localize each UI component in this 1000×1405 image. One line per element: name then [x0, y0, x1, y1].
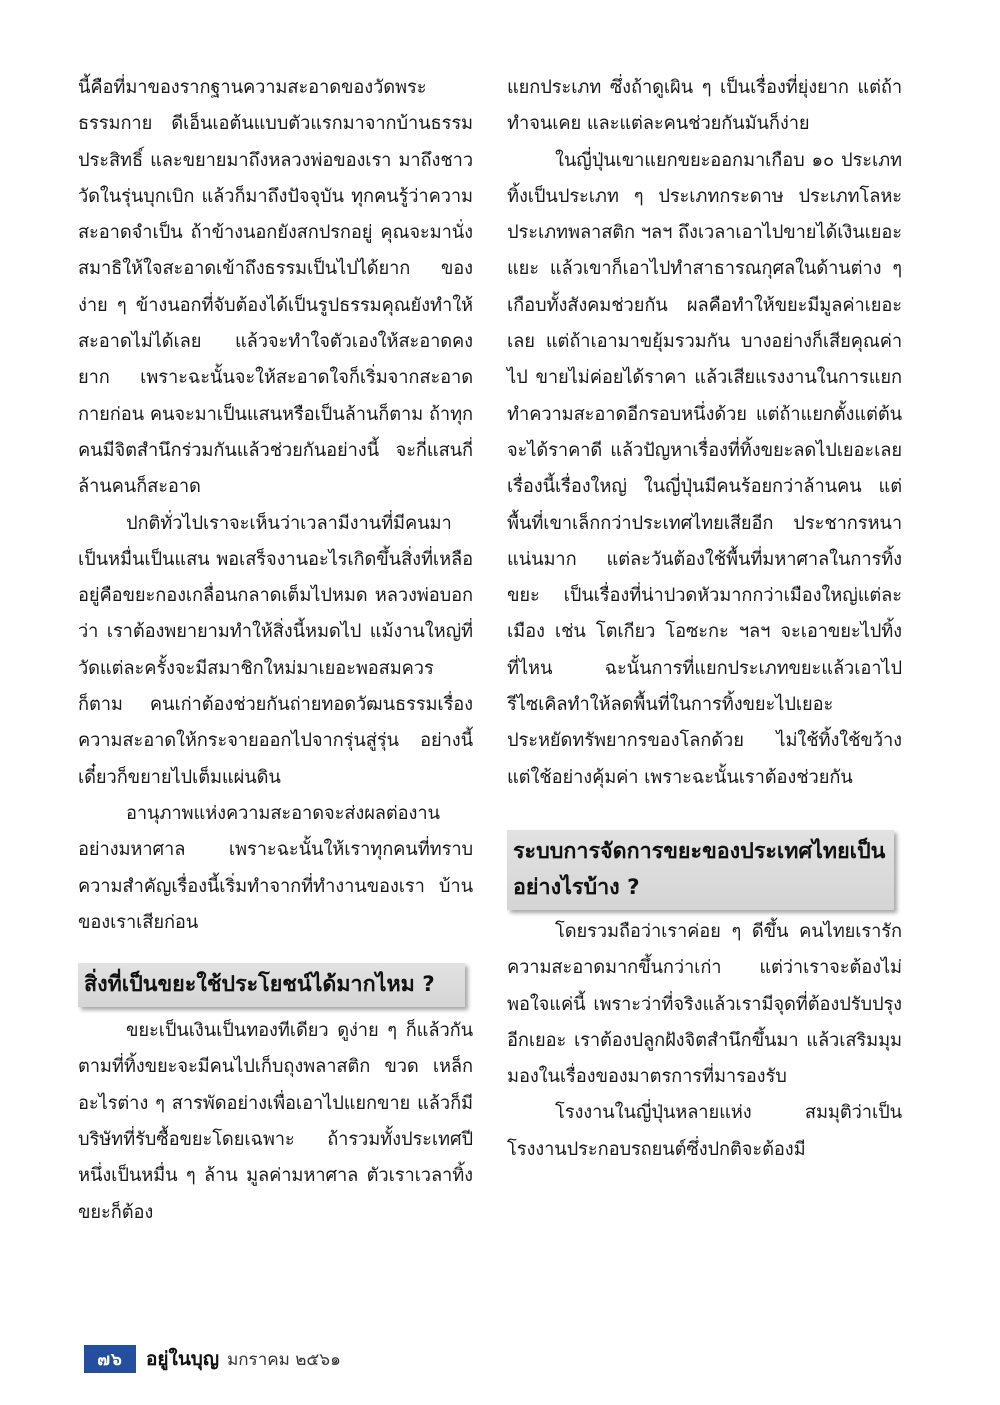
- body-paragraph: อานุภาพแห่งความสะอาดจะส่งผลต่องานอย่างมหาศาล เพราะฉะนั้นให้เราทุกคนที่ทราบความสำคัญเรื่องนี้เริ่มทำจากที่ทำงานของเรา บ้านของเราเสียก่อน: [78, 802, 473, 933]
- magazine-title: อยู่ในบุญ: [146, 1348, 220, 1370]
- page-number: ๗๖: [84, 1345, 136, 1373]
- page-footer: [84, 1341, 341, 1377]
- section-heading: ระบบการจัดการขยะของประเทศไทยเป็นอย่างไรบ้าง ?: [507, 830, 894, 910]
- body-paragraph: โรงงานในญี่ปุ่นหลายแห่ง สมมุติว่าเป็นโรงงานประกอบรถยนต์ซึ่งปกติจะต้องมี: [507, 1102, 902, 1160]
- section-heading: สิ่งที่เป็นขยะใช้ประโยชน์ได้มากไหม ?: [78, 963, 465, 1007]
- body-paragraph: ในญี่ปุ่นเขาแยกขยะออกมาเกือบ ๑๐ ประเภท ทิ้งเป็นประเภท ๆ ประเภทกระดาษ ประเภทโลหะ ประเภทพลาสติก ฯลฯ ถึงเวลาเอาไปขายได้เงินเยอะแยะ แล้วเขาก็เอาไปทำสาธารณกุศลในด้านต่าง ๆ เกือบทั้งสังคมช่วยกัน ผลคือทำให้ขยะมีมูลค่าเยอะเลย แต่ถ้าเอามาขยุ้มรวมกัน บางอย่างก็เสียคุณค่าไป ขายไม่ค่อยได้ราคา แล้วเสียแรงงานในการแยกทำความสะอาดอีกรอบหนึ่งด้วย แต่ถ้าแยกตั้งแต่ต้นจะได้ราคาดี แล้วปัญหาเรื่องที่ทิ้งขยะลดไปเยอะเลย เรื่องนี้เรื่องใหญ่ ในญี่ปุ่นมีคนร้อยกว่าล้านคน แต่พื้นที่เขาเล็กกว่าประเทศไทยเสียอีก ประชากรหนาแน่นมาก แต่ละวันต้องใช้พื้นที่มหาศาลในการทิ้งขยะ เป็นเรื่องที่น่าปวดหัวมากกว่าเมืองใหญ่แต่ละเมือง เช่น โตเกียว โอซะกะ ฯลฯ จะเอาขยะไปทิ้งที่ไหน ฉะนั้นการที่แยกประเภทขยะแล้วเอาไปรีไซเคิลทำให้ลดพื้นที่ในการทิ้งขยะไปเยอะ ประหยัดทรัพยากรของโลกด้วย ไม่ใช้ทิ้งใช้ขว้าง แต่ใช้อย่างคุ้มค่า เพราะฉะนั้นเราต้องช่วยกัน: [507, 149, 902, 788]
- body-paragraph: ปกติทั่วไปเราจะเห็นว่าเวลามีงานที่มีคนมาเป็นหมื่นเป็นแสน พอเสร็จงานอะไรเกิดขึ้นสิ่งที่เหลืออยู่คือขยะกองเกลื่อนกลาดเต็มไปหมด หลวงพ่อบอกว่า เราต้องพยายามทำให้สิ่งนี้หมดไป แม้งานใหญ่ที่วัดแต่ละครั้งจะมีสมาชิกใหม่มาเยอะพอสมควรก็ตาม คนเก่าต้องช่วยกันถ่ายทอดวัฒนธรรมเรื่องความสะอาดให้กระจายออกไปจากรุ่นสู่รุ่น อย่างนี้เดี๋ยวก็ขยายไปเต็มแผ่นดิน: [78, 512, 473, 788]
- left-column: [78, 70, 473, 1231]
- body-paragraph: โดยรวมถือว่าเราค่อย ๆ ดีขึ้น คนไทยเรารักความสะอาดมากขึ้นกว่าเก่า แต่ว่าเราจะต้องไม่พอใจแค่นี้ เพราะว่าที่จริงแล้วเรามีจุดที่ต้องปรับปรุงอีกเยอะ เราต้องปลูกฝังจิตสำนึกขึ้นมา แล้วเสริมมุมมองในเรื่องของมาตรการที่มารองรับ: [507, 920, 902, 1088]
- body-paragraph: แยกประเภท ซึ่งถ้าดูเผิน ๆ เป็นเรื่องที่ยุ่งยาก แต่ถ้าทำจนเคย และแต่ละคนช่วยกันมันก็ง่าย: [507, 77, 902, 135]
- body-paragraph: ขยะเป็นเงินเป็นทองทีเดียว ดูง่าย ๆ ก็แล้วกัน ตามที่ทิ้งขยะจะมีคนไปเก็บถุงพลาสติก ขวด เหล็ก อะไรต่าง ๆ สารพัดอย่างเพื่อเอาไปแยกขาย แล้วก็มีบริษัทที่รับซื้อขยะโดยเฉพาะ ถ้ารวมทั้งประเทศปีหนึ่งเป็นหมื่น ๆ ล้าน มูลค่ามหาศาล ตัวเราเวลาทิ้งขยะก็ต้อง: [78, 1020, 473, 1223]
- right-column: [507, 70, 902, 1168]
- issue-date: มกราคม ๒๕๖๑: [227, 1349, 341, 1370]
- body-paragraph: นี้คือที่มาของรากฐานความสะอาดของวัดพระธรรมกาย ดีเอ็นเอต้นแบบตัวแรกมาจากบ้านธรรมประสิทธิ์ และขยายมาถึงหลวงพ่อของเรา มาถึงชาววัดในรุ่นบุกเบิก แล้วก็มาถึงปัจจุบัน ทุกคนรู้ว่าความสะอาดจำเป็น ถ้าข้างนอกยังสกปรกอยู่ คุณจะมานั่งสมาธิให้ใจสะอาดเข้าถึงธรรมเป็นไปได้ยาก ของง่าย ๆ ข้างนอกที่จับต้องได้เป็นรูปธรรมคุณยังทำให้สะอาดไม่ได้เลย แล้วจะทำใจตัวเองให้สะอาดคงยาก เพราะฉะนั้นจะให้สะอาดใจก็เริ่มจากสะอาดกายก่อน คนจะมาเป็นแสนหรือเป็นล้านก็ตาม ถ้าทุกคนมีจิตสำนึกร่วมกันแล้วช่วยกันอย่างนี้ จะกี่แสนกี่ล้านคนก็สะอาด: [78, 77, 473, 498]
